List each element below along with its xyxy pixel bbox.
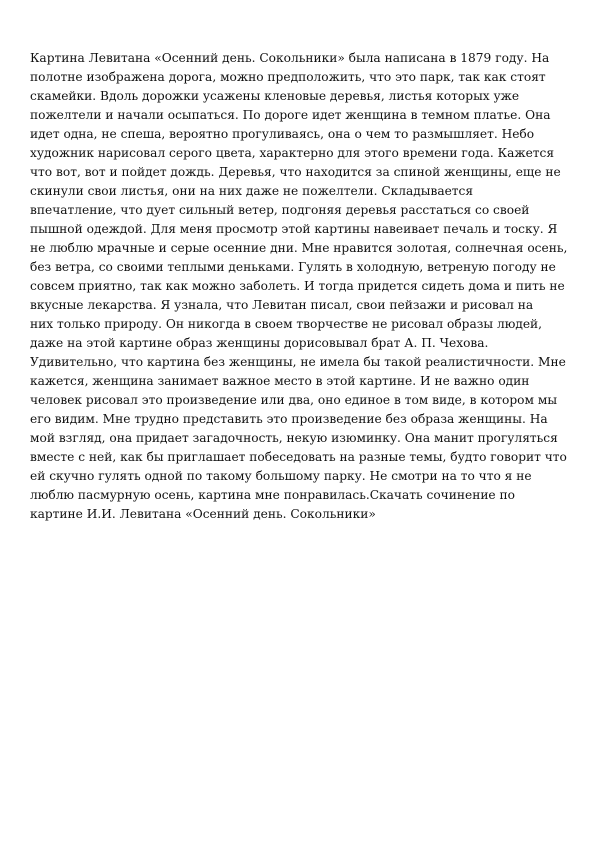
text-line: даже на этой картине образ женщины дорисовывал брат А. П. Чехова.: [30, 336, 489, 350]
text-line: пышной одеждой. Для меня просмотр этой картины навеивает печаль и тоску. Я: [30, 222, 558, 236]
text-line: них только природу. Он никогда в своем творчестве не рисовал образы людей,: [30, 317, 543, 331]
text-line: вкусные лекарства. Я узнала, что Левитан писал, свои пейзажи и рисовал на: [30, 298, 534, 312]
text-line: ей скучно гулять одной по такому большому парку. Не смотри на то что я не: [30, 469, 532, 483]
text-line: Картина Левитана «Осенний день. Сокольники» была написана в 1879 году. На: [30, 51, 550, 65]
text-line: что вот, вот и пойдет дождь. Деревья, что находится за спиной женщины, еще не: [30, 165, 561, 179]
text-line: Удивительно, что картина без женщины, не имела бы такой реалистичности. Мне: [30, 355, 566, 369]
text-line: скамейки. Вдоль дорожки усажены кленовые деревья, листья которых уже: [30, 89, 520, 103]
text-line: без ветра, со своими теплыми деньками. Гулять в холодную, ветреную погоду не: [30, 260, 556, 274]
text-line: впечатление, что дует сильный ветер, подгоняя деревья расстаться со своей: [30, 203, 530, 217]
text-line: кажется, женщина занимает важное место в этой картине. И не важно один: [30, 374, 530, 388]
text-line: полотне изображена дорога, можно предположить, что это парк, так как стоят: [30, 70, 546, 84]
text-line: картине И.И. Левитана «Осенний день. Сокольники»: [30, 507, 376, 521]
essay-text: [30, 49, 570, 524]
text-line: идет одна, не спеша, вероятно прогуливаясь, она о чем то размышляет. Небо: [30, 127, 535, 141]
text-line: художник нарисовал серого цвета, характерно для этого времени года. Кажется: [30, 146, 555, 160]
text-line: совсем приятно, так как можно заболеть. И тогда придется сидеть дома и пить не: [30, 279, 565, 293]
text-line: мой взгляд, она придает загадочность, некую изюминку. Она манит прогуляться: [30, 431, 558, 445]
text-line: пожелтели и начали осыпаться. По дороге идет женщина в темном платье. Она: [30, 108, 551, 122]
text-line: его видим. Мне трудно представить это произведение без образа женщины. На: [30, 412, 548, 426]
text-line: люблю пасмурную осень, картина мне понравилась.Скачать сочинение по: [30, 488, 515, 502]
text-line: вместе с ней, как бы приглашает побеседовать на разные темы, будто говорит что: [30, 450, 567, 464]
text-line: не люблю мрачные и серые осенние дни. Мне нравится золотая, солнечная осень,: [30, 241, 568, 255]
text-line: человек рисовал это произведение или два, оно единое в том виде, в котором мы: [30, 393, 558, 407]
text-line: скинули свои листья, они на них даже не пожелтели. Складывается: [30, 184, 474, 198]
